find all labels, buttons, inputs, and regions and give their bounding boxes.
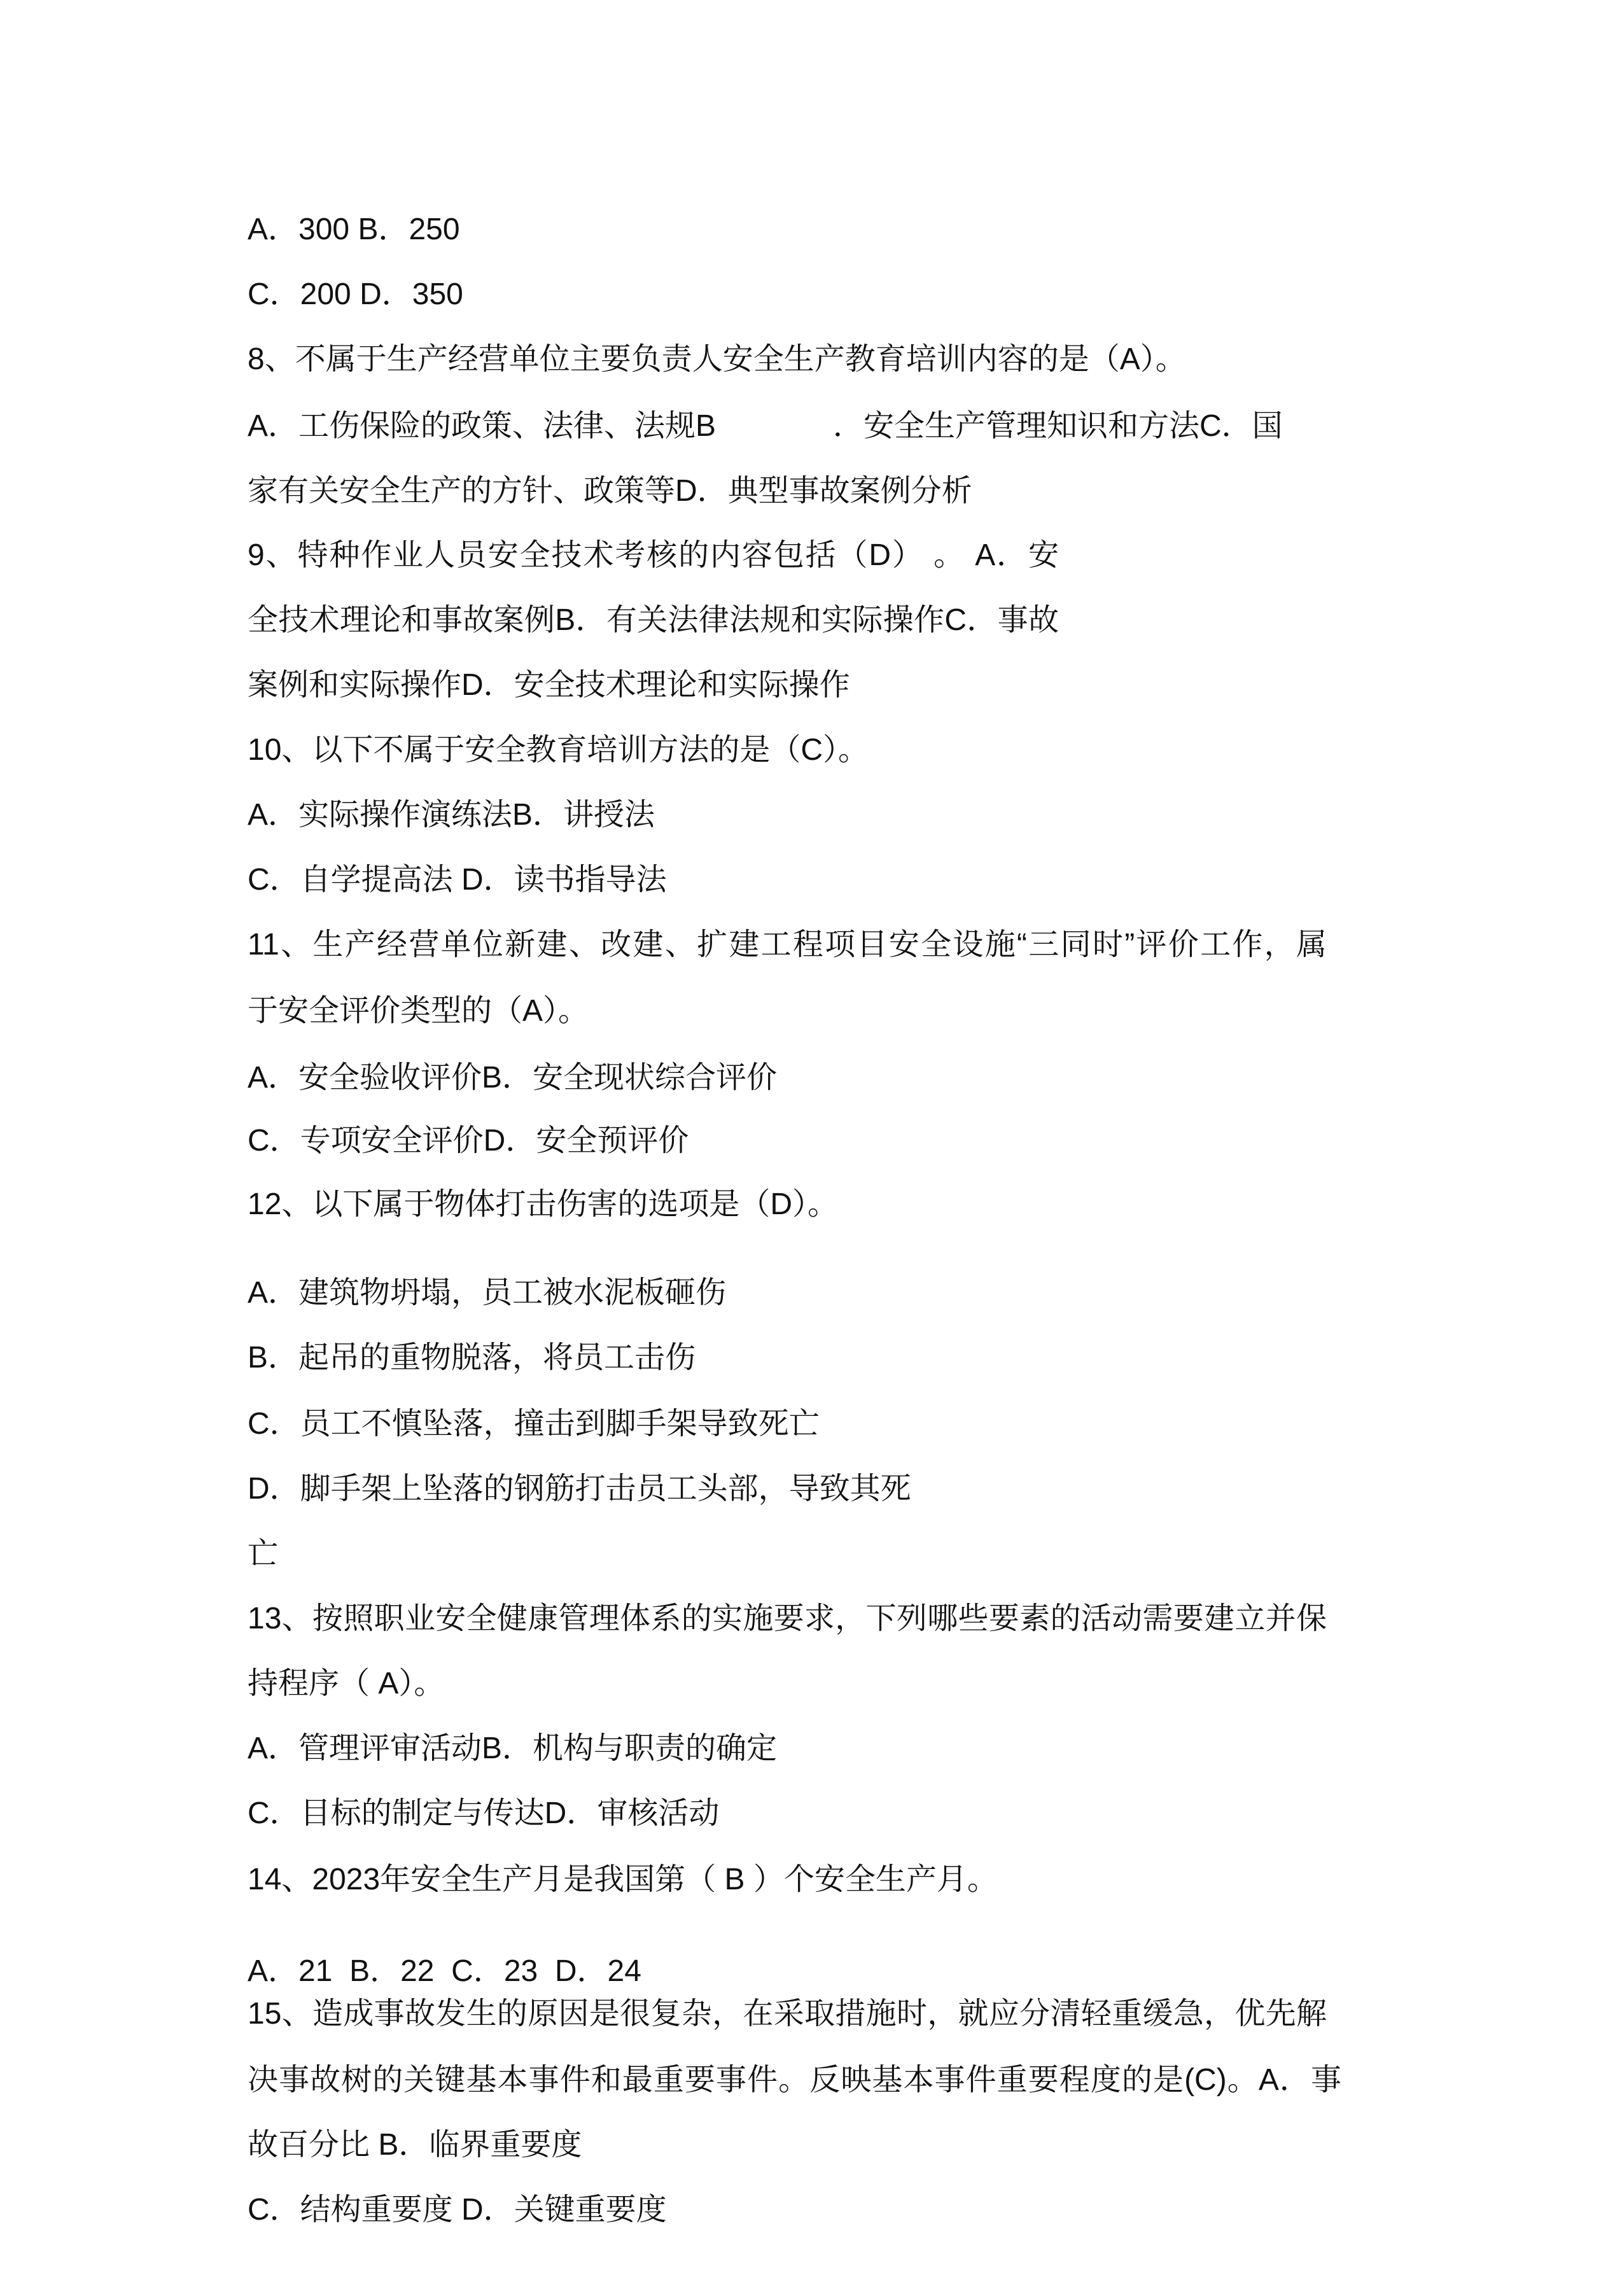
q11-stem: 11、生产经营单位新建、改建、扩建工程项目安全设施“三同时”评价工作，属 <box>248 928 1327 962</box>
q9-stem: 9、特种作业人员安全技术考核的内容包括（D） 。 A．安 <box>248 538 1059 572</box>
q11-option-line: A．安全验收评价B．安全现状综合评价 <box>248 1061 778 1095</box>
q12-stem: 12、以下属于物体打击伤害的选项是（D）。 <box>248 1187 839 1221</box>
q13-option-line: C．目标的制定与传达D．审核活动 <box>248 1796 720 1830</box>
q14-stem: 14、2023年安全生产月是我国第（ B ）个安全生产月。 <box>248 1863 998 1896</box>
q12-option-line: 亡 <box>248 1537 279 1571</box>
q14-option-line: A．21 B．22 C．23 D．24 <box>248 1954 641 1988</box>
q12-option-line: B．起吊的重物脱落，将员工击伤 <box>248 1341 696 1375</box>
q8-stem: 8、不属于生产经营单位主要负责人安全生产教育培训内容的是（A）。 <box>248 342 1186 376</box>
q15-option-line: C．结构重要度 D．关键重要度 <box>248 2193 667 2227</box>
q7-option-line: C．200 D．350 <box>248 277 463 311</box>
q13-option-line: A．管理评审活动B．机构与职责的确定 <box>248 1732 778 1765</box>
q10-option-line: C．自学提高法 D．读书指导法 <box>248 863 667 897</box>
q15-stem: 决事故树的关键基本事件和最重要事件。反映基本事件重要程度的是(C)。A．事 <box>248 2063 1341 2097</box>
q12-option-line: C．员工不慎坠落，撞击到脚手架导致死亡 <box>248 1407 820 1441</box>
q11-stem: 于安全评价类型的（A）。 <box>248 994 589 1028</box>
q10-option-line: A．实际操作演练法B．讲授法 <box>248 798 655 832</box>
q15-stem: 故百分比 B．临界重要度 <box>248 2128 582 2162</box>
q9-option-line: 全技术理论和事故案例B．有关法律法规和实际操作C．事故 <box>248 603 1059 637</box>
q8-option-line: A．工伤保险的政策、法律、法规B <box>248 409 717 443</box>
q12-option-line: D．脚手架上坠落的钢筋打击员工头部，导致其死 <box>248 1472 911 1506</box>
q7-option-line: A．300 B．250 <box>248 213 460 246</box>
q8-option-line: ．安全生产管理知识和方法C．国 <box>833 409 1283 443</box>
q8-option-line: 家有关安全生产的方针、政策等D．典型事故案例分析 <box>248 474 972 508</box>
q10-stem: 10、以下不属于安全教育培训方法的是（C）。 <box>248 733 869 767</box>
q9-option-line: 案例和实际操作D．安全技术理论和实际操作 <box>248 668 850 702</box>
q12-option-line: A．建筑物坍塌，员工被水泥板砸伤 <box>248 1276 727 1310</box>
q13-stem: 13、按照职业安全健康管理体系的实施要求，下列哪些要素的活动需要建立并保 <box>248 1602 1327 1635</box>
q11-option-line: C．专项安全评价D．安全预评价 <box>248 1124 689 1158</box>
q15-stem: 15、造成事故发生的原因是很复杂，在采取措施时，就应分清轻重缓急，优先解 <box>248 1997 1327 2031</box>
q13-stem: 持程序（ A）。 <box>248 1667 445 1700</box>
